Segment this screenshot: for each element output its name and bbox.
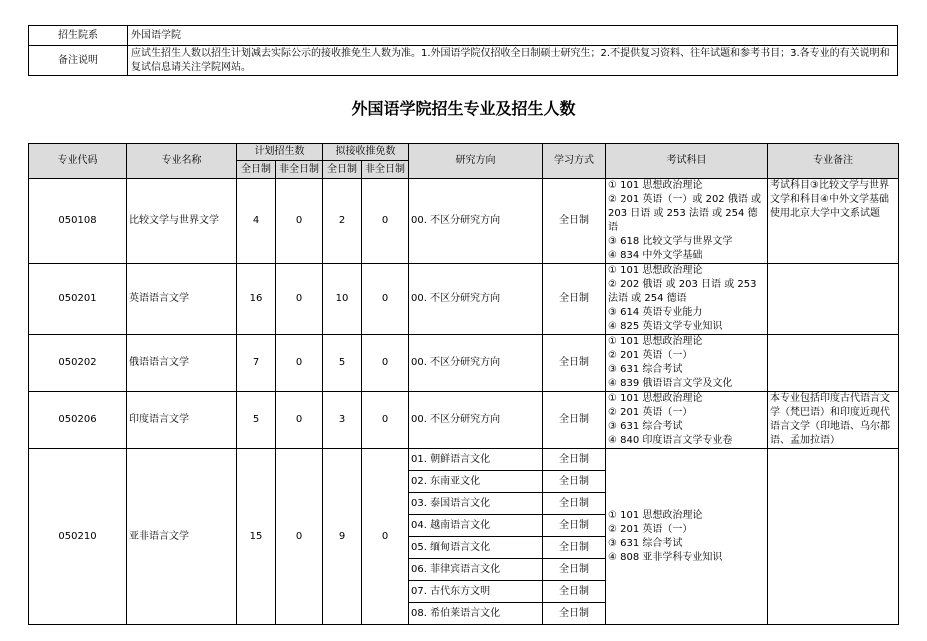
- study-mode: 全日制: [543, 603, 606, 625]
- exam-line: ② 201 英语（一）: [608, 350, 693, 361]
- study-mode: 全日制: [543, 581, 606, 603]
- table-row: [29, 449, 899, 471]
- direction: 05. 缅甸语言文化: [409, 537, 543, 559]
- plan-part: 0: [276, 179, 323, 264]
- major-name: 比较文学与世界文学: [127, 179, 237, 264]
- study-mode: 全日制: [543, 264, 606, 335]
- tuimian-full: 2: [323, 179, 362, 264]
- study-mode: 全日制: [543, 559, 606, 581]
- table-row: [29, 264, 899, 335]
- dept-value: 外国语学院: [128, 26, 898, 46]
- exam-line: ④ 808 亚非学科专业知识: [608, 551, 723, 563]
- direction: 00. 不区分研究方向: [409, 264, 543, 335]
- major-note-text: 考试科目③比较文学与世界文学和科目④中外文学基础使用北京大学中文系试题: [770, 180, 889, 219]
- major-code: 050201: [29, 264, 127, 335]
- direction: 00. 不区分研究方向: [409, 335, 543, 392]
- study-mode: 全日制: [543, 471, 606, 493]
- direction: 01. 朝鲜语言文化: [409, 449, 543, 471]
- header-plan: 计划招生数: [237, 144, 323, 161]
- major-name: 亚非语言文学: [127, 449, 237, 625]
- header-direction: 研究方向: [409, 144, 543, 179]
- table-row: [29, 179, 899, 264]
- header-name: 专业名称: [127, 144, 237, 179]
- header-note: 专业备注: [768, 144, 899, 179]
- direction: 06. 菲律宾语言文化: [409, 559, 543, 581]
- exam-line: ② 202 俄语 或 203 日语 或 253 法语 或 254 德语: [608, 279, 757, 304]
- plan-part: 0: [276, 392, 323, 449]
- study-mode: 全日制: [543, 392, 606, 449]
- tuimian-full: 9: [323, 449, 362, 625]
- direction: 00. 不区分研究方向: [409, 392, 543, 449]
- exam-subjects: [606, 264, 768, 335]
- study-mode: 全日制: [543, 335, 606, 392]
- exam-line: ③ 618 比较文学与世界文学: [608, 236, 733, 247]
- tuimian-part: 0: [362, 179, 409, 264]
- remark-value: 应试生招生人数以招生计划减去实际公示的接收推免生人数为准。1.外国语学院仅招收全日制硕士研究生；2.不提供复习资料、往年试题和参考书目；3.各专业的有关说明和复试信息请关注学院网站。: [128, 46, 898, 76]
- plan-part: 0: [276, 335, 323, 392]
- direction: 07. 古代东方文明: [409, 581, 543, 603]
- major-name: 英语语言文学: [127, 264, 237, 335]
- major-note: [768, 264, 899, 335]
- exam-line: ④ 825 英语文学专业知识: [608, 321, 723, 332]
- header-tm-part: 非全日制: [362, 161, 409, 179]
- page-title: 外国语学院招生专业及招生人数: [351, 99, 576, 118]
- exam-subjects: [606, 179, 768, 264]
- major-note: [768, 335, 899, 392]
- tuimian-full: 5: [323, 335, 362, 392]
- header-plan-part: 非全日制: [276, 161, 323, 179]
- exam-line: ④ 834 中外文学基础: [608, 250, 703, 261]
- plan-part: 0: [276, 449, 323, 625]
- header-plan-full: 全日制: [237, 161, 276, 179]
- tuimian-full: 10: [323, 264, 362, 335]
- tuimian-part: 0: [362, 335, 409, 392]
- exam-line: ① 101 思想政治理论: [608, 180, 703, 191]
- major-note-text: 本专业包括印度古代语言文学（梵巴语）和印度近现代语言文学（印地语、乌尔都语、孟加拉语）: [770, 393, 890, 446]
- exam-subjects: [606, 392, 768, 449]
- exam-line: ① 101 思想政治理论: [608, 336, 703, 347]
- remark-label: 备注说明: [29, 46, 128, 76]
- exam-line: ② 201 英语（一）或 202 俄语 或 203 日语 或 253 法语 或 254 德语: [608, 194, 762, 233]
- major-name: 印度语言文学: [127, 392, 237, 449]
- exam-line: ② 201 英语（一）: [608, 407, 693, 418]
- plan-part: 0: [276, 264, 323, 335]
- exam-subjects: [606, 449, 768, 625]
- dept-label: 招生院系: [29, 26, 128, 46]
- exam-line: ① 101 思想政治理论: [608, 265, 703, 276]
- tuimian-part: 0: [362, 264, 409, 335]
- exam-line: ③ 631 综合考试: [608, 364, 683, 375]
- exam-line: ④ 839 俄语语言文学及文化: [608, 378, 733, 389]
- table-row: [29, 392, 899, 449]
- major-code: 050210: [29, 449, 127, 625]
- exam-line: ① 101 思想政治理论: [608, 509, 703, 521]
- direction: 03. 泰国语言文化: [409, 493, 543, 515]
- major-code: 050202: [29, 335, 127, 392]
- major-code: 050108: [29, 179, 127, 264]
- study-mode: 全日制: [543, 515, 606, 537]
- study-mode: 全日制: [543, 449, 606, 471]
- study-mode: 全日制: [543, 179, 606, 264]
- exam-line: ② 201 英语（一）: [608, 523, 693, 535]
- header-code: 专业代码: [29, 144, 127, 179]
- plan-full: 4: [237, 179, 276, 264]
- header-mode: 学习方式: [543, 144, 606, 179]
- direction: 00. 不区分研究方向: [409, 179, 543, 264]
- tuimian-full: 3: [323, 392, 362, 449]
- table-row: [29, 335, 899, 392]
- header-tm-full: 全日制: [323, 161, 362, 179]
- header-exam: 考试科目: [606, 144, 768, 179]
- exam-line: ③ 631 综合考试: [608, 421, 683, 432]
- tuimian-part: 0: [362, 392, 409, 449]
- plan-full: 5: [237, 392, 276, 449]
- info-table: [28, 25, 898, 76]
- major-code: 050206: [29, 392, 127, 449]
- major-note: [768, 449, 899, 625]
- header-tuimian: 拟接收推免数: [323, 144, 409, 161]
- exam-line: ④ 840 印度语言文学专业卷: [608, 435, 733, 446]
- direction: 04. 越南语言文化: [409, 515, 543, 537]
- major-note: [768, 392, 899, 449]
- plan-full: 7: [237, 335, 276, 392]
- direction: 08. 希伯莱语言文化: [409, 603, 543, 625]
- plan-full: 15: [237, 449, 276, 625]
- study-mode: 全日制: [543, 493, 606, 515]
- major-note: [768, 179, 899, 264]
- admissions-table: [28, 143, 899, 625]
- direction: 02. 东南亚文化: [409, 471, 543, 493]
- plan-full: 16: [237, 264, 276, 335]
- major-name: 俄语语言文学: [127, 335, 237, 392]
- study-mode: 全日制: [543, 537, 606, 559]
- exam-line: ③ 614 英语专业能力: [608, 307, 703, 318]
- exam-line: ① 101 思想政治理论: [608, 393, 703, 404]
- exam-subjects: [606, 335, 768, 392]
- exam-line: ③ 631 综合考试: [608, 537, 683, 549]
- tuimian-part: 0: [362, 449, 409, 625]
